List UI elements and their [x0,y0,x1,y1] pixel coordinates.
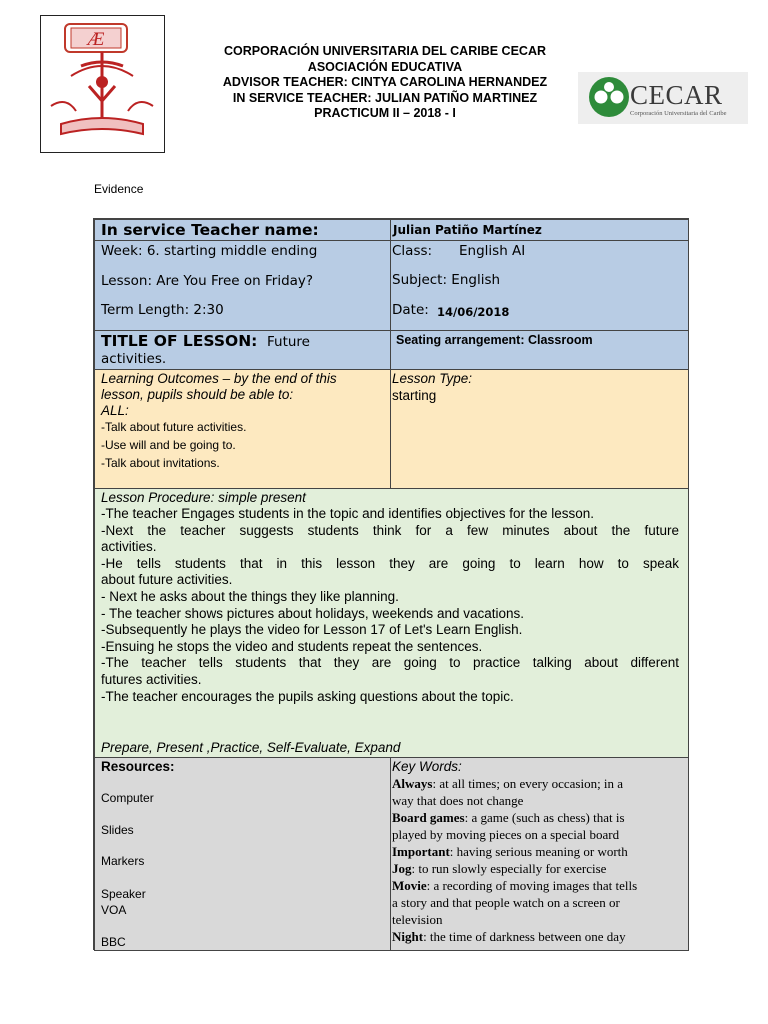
procedure-line: - Next he asks about the things they like planning. [101,589,399,604]
cecar-logo [578,72,748,124]
key-word-definition: : having serious meaning or worth [449,844,628,859]
procedure-footer: Prepare, Present ,Practice, Self-Evaluate, Expand [101,740,401,755]
week-text: Week: 6. starting middle ending [101,243,318,259]
lesson-plan-table [93,218,689,950]
outcome-item: -Talk about invitations. [101,456,220,470]
class-label: Class: [392,243,433,259]
logo-emblem-icon [41,16,164,152]
key-word-term: Night [392,929,424,944]
key-word-definition: : a recording of moving images that tells [426,878,638,893]
svg-text:Æ: Æ [87,29,105,50]
key-word-line [392,776,623,792]
key-word-line [392,895,620,911]
key-words-cell [390,757,689,951]
key-words-label: Key Words: [392,759,462,774]
lesson-type-value: starting [392,388,437,403]
header-line: PRACTICUM II – 2018 - I [314,106,456,120]
key-word-line [392,861,606,877]
key-word-definition: a story and that people watch on a screen or [392,895,620,910]
procedure-line: futures activities. [101,672,202,687]
header-line: CORPORACIÓN UNIVERSITARIA DEL CARIBE CECAR [223,44,546,58]
key-word-term: Movie [392,878,427,893]
resource-item: Slides [101,823,134,837]
key-word-line [392,929,626,945]
key-word-definition: : at all times; on every occasion; in a [432,776,624,791]
teacher-name-value-cell [390,219,689,241]
key-word-line [392,827,619,843]
cecar-wordmark: CECAR [630,80,723,110]
document-header [170,44,600,122]
term-text: Term Length: 2:30 [101,302,224,318]
header-line: ASOCIACIÓN EDUCATIVA [307,59,463,74]
lesson-type-cell [390,369,689,489]
procedure-line: -The teacher tells students that they are going to practice talking about different [101,655,679,671]
procedure-line: - The teacher shows pictures about holidays, weekends and vacations. [101,605,524,621]
lesson-title-cell [94,330,391,370]
header-line: IN SERVICE TEACHER: JULIAN PATIÑO MARTINEZ [232,90,538,105]
key-word-definition: : to run slowly especially for exercise [411,861,607,876]
procedure-line: about future activities. [101,572,233,588]
lesson-text: Lesson: Are You Free on Friday? [101,273,314,289]
seating-cell [390,330,689,370]
cecar-emblem-icon [588,76,630,118]
asociacion-educativa-logo [40,15,165,153]
resource-item: Speaker [101,887,146,901]
teacher-name-label-cell [94,219,391,241]
date-label: Date: [392,302,429,318]
key-word-line [392,810,625,826]
resource-item: BBC [101,935,126,949]
resources-cell [94,757,391,951]
key-word-line [392,793,523,809]
title-value-line2: activities. [101,351,167,367]
subject-text: Subject: English [392,272,501,288]
key-word-line [392,844,628,860]
outcome-item: -Use will and be going to. [101,438,236,452]
class-value: English AI [459,243,526,259]
lesson-procedure-cell [94,488,689,758]
teacher-name-value: Julian Patiño Martínez [393,223,542,237]
procedure-line: -He tells students that in this lesson they are going to learn how to speak [101,555,679,571]
header-line: ADVISOR TEACHER: CINTYA CAROLINA HERNANDEZ [222,75,548,89]
procedure-line: -The teacher Engages students in the topic and identifies objectives for the lesson. [101,506,595,521]
procedure-line: -Ensuing he stops the video and students repeat the sentences. [101,638,483,654]
key-word-definition: : the time of darkness between one day [423,929,626,944]
teacher-name-label: In service Teacher name: [101,221,319,239]
key-word-term: Jog [392,861,412,876]
outcomes-heading-line2: lesson, pupils should be able to: [101,387,294,402]
week-lesson-term-cell [94,240,391,331]
resources-label: Resources: [101,759,175,774]
title-label: TITLE OF LESSON: [101,332,258,350]
title-value-line1: Future [267,334,310,350]
seating-text: Seating arrangement: Classroom [396,333,593,347]
resource-item: Markers [101,854,145,868]
resource-item: Computer [101,791,154,805]
resource-item: VOA [101,903,127,917]
procedure-line: activities. [101,539,157,555]
date-value: 14/06/2018 [437,305,510,319]
key-word-definition: : a game (such as chess) that is [464,810,625,825]
class-subject-date-cell [390,240,689,331]
evidence-label: Evidence [94,182,144,196]
key-word-definition: played by moving pieces on a special board [392,827,620,842]
procedure-line: -Next the teacher suggests students think for a few minutes about the future [101,522,679,538]
key-word-definition: way that does not change [392,793,524,808]
procedure-heading: Lesson Procedure: simple present [101,490,306,505]
learning-outcomes-cell [94,369,391,489]
outcomes-heading-line1: Learning Outcomes – by the end of this [101,371,337,386]
outcome-item: -Talk about future activities. [101,420,247,434]
procedure-line: -Subsequently he plays the video for Lesson 17 of Let's Learn English. [101,622,523,638]
key-word-term: Important [392,844,450,859]
key-word-line [392,878,637,894]
outcomes-all-label: ALL: [101,403,129,418]
lesson-type-label: Lesson Type: [392,371,473,386]
cecar-subtitle: Corporación Universitaria del Caribe [630,110,727,117]
key-word-term: Board games [392,810,465,825]
procedure-line: -The teacher encourages the pupils asking questions about the topic. [101,688,514,704]
key-word-term: Always [392,776,433,791]
key-word-line [392,912,443,928]
key-word-definition: television [392,912,443,927]
